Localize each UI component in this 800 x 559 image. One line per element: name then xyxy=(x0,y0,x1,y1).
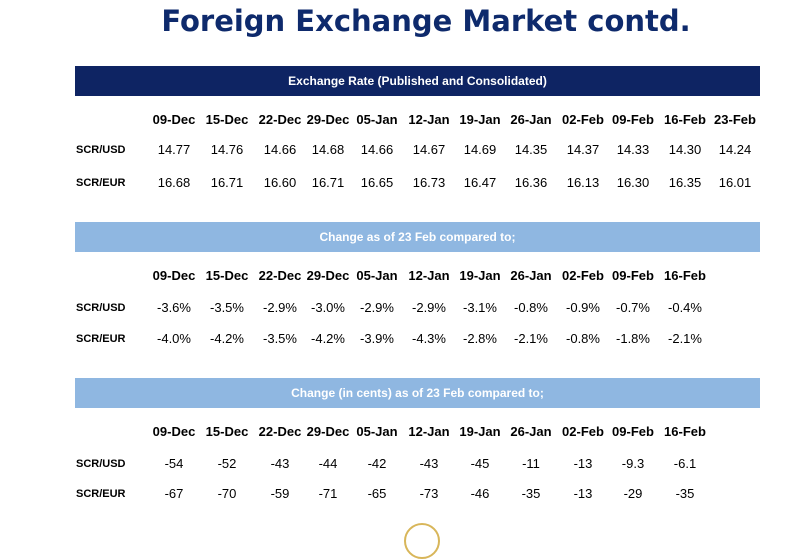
column-header: 26-Jan xyxy=(510,424,552,439)
table-row xyxy=(0,454,800,474)
table-cell: -3.5% xyxy=(263,331,297,346)
table-cell: -2.9% xyxy=(360,300,394,315)
section-3-heading: Change (in cents) as of 23 Feb compared to; xyxy=(75,378,760,408)
table-cell: -67 xyxy=(164,486,184,501)
table-cell: 14.66 xyxy=(263,142,297,157)
table-cell: 14.69 xyxy=(463,142,497,157)
logo-icon xyxy=(404,523,440,559)
row-label: SCR/EUR xyxy=(76,488,126,500)
table-row xyxy=(0,329,800,349)
table-cell: -54 xyxy=(164,456,184,471)
table-cell: -29 xyxy=(623,486,643,501)
column-header: 22-Dec xyxy=(258,112,302,127)
column-header: 05-Jan xyxy=(356,112,398,127)
table-cell: -4.2% xyxy=(210,331,244,346)
table-cell: 14.66 xyxy=(360,142,394,157)
table-row xyxy=(0,484,800,504)
table-cell: 16.30 xyxy=(616,175,650,190)
column-header: 09-Dec xyxy=(152,268,196,283)
table-cell: -71 xyxy=(318,486,338,501)
table-cell: 14.33 xyxy=(616,142,650,157)
table-cell: 16.35 xyxy=(668,175,702,190)
column-header: 02-Feb xyxy=(562,112,604,127)
table-cell: 16.01 xyxy=(718,175,752,190)
table-cell: -0.7% xyxy=(616,300,650,315)
table-cell: 16.68 xyxy=(157,175,191,190)
table-cell: -2.9% xyxy=(263,300,297,315)
column-header: 19-Jan xyxy=(459,424,501,439)
table-cell: -65 xyxy=(367,486,387,501)
table-row xyxy=(0,140,800,160)
table-cell: -43 xyxy=(270,456,290,471)
column-header: 15-Dec xyxy=(205,268,249,283)
column-header: 09-Feb xyxy=(612,424,654,439)
column-header: 12-Jan xyxy=(408,424,450,439)
page-title: Foreign Exchange Market contd. xyxy=(161,4,691,38)
table-cell: -0.9% xyxy=(566,300,600,315)
column-header: 05-Jan xyxy=(356,268,398,283)
column-header: 16-Feb xyxy=(664,112,706,127)
column-header: 16-Feb xyxy=(664,268,706,283)
table-cell: -0.8% xyxy=(514,300,548,315)
table-cell: -3.1% xyxy=(463,300,497,315)
column-header: 23-Feb xyxy=(714,112,756,127)
table-cell: 14.77 xyxy=(157,142,191,157)
table-cell: 14.68 xyxy=(311,142,345,157)
table-cell: -46 xyxy=(470,486,490,501)
column-header: 29-Dec xyxy=(306,112,350,127)
table-cell: -0.8% xyxy=(566,331,600,346)
table-cell: -70 xyxy=(217,486,237,501)
column-header: 16-Feb xyxy=(664,424,706,439)
table-cell: 14.30 xyxy=(668,142,702,157)
column-header: 09-Feb xyxy=(612,268,654,283)
table-row xyxy=(0,173,800,193)
table-header-row xyxy=(0,110,800,130)
table-cell: -9.3 xyxy=(621,456,645,471)
table-cell: 14.37 xyxy=(566,142,600,157)
section-2-heading: Change as of 23 Feb compared to; xyxy=(75,222,760,252)
table-cell: 16.65 xyxy=(360,175,394,190)
row-label: SCR/USD xyxy=(76,144,126,156)
table-cell: -2.8% xyxy=(463,331,497,346)
column-header: 02-Feb xyxy=(562,268,604,283)
table-cell: -59 xyxy=(270,486,290,501)
column-header: 02-Feb xyxy=(562,424,604,439)
column-header: 12-Jan xyxy=(408,112,450,127)
table-cell: -3.0% xyxy=(311,300,345,315)
table-cell: 16.60 xyxy=(263,175,297,190)
table-cell: 16.71 xyxy=(311,175,345,190)
table-cell: -3.5% xyxy=(210,300,244,315)
table-cell: -44 xyxy=(318,456,338,471)
table-cell: -3.6% xyxy=(157,300,191,315)
table-cell: -1.8% xyxy=(616,331,650,346)
table-cell: -6.1 xyxy=(673,456,697,471)
table-cell: -4.0% xyxy=(157,331,191,346)
table-cell: 14.24 xyxy=(718,142,752,157)
column-header: 15-Dec xyxy=(205,112,249,127)
table-cell: -2.1% xyxy=(514,331,548,346)
table-cell: 14.67 xyxy=(412,142,446,157)
column-header: 22-Dec xyxy=(258,268,302,283)
table-header-row xyxy=(0,422,800,442)
table-cell: -52 xyxy=(217,456,237,471)
column-header: 26-Jan xyxy=(510,112,552,127)
table-cell: -0.4% xyxy=(668,300,702,315)
row-label: SCR/USD xyxy=(76,302,126,314)
table-cell: -35 xyxy=(521,486,541,501)
section-1-heading: Exchange Rate (Published and Consolidated) xyxy=(75,66,760,96)
table-cell: -2.1% xyxy=(668,331,702,346)
column-header: 19-Jan xyxy=(459,112,501,127)
row-label: SCR/USD xyxy=(76,458,126,470)
table-cell: -35 xyxy=(675,486,695,501)
column-header: 09-Dec xyxy=(152,112,196,127)
table-cell: -4.2% xyxy=(311,331,345,346)
column-header: 05-Jan xyxy=(356,424,398,439)
column-header: 22-Dec xyxy=(258,424,302,439)
column-header: 19-Jan xyxy=(459,268,501,283)
table-cell: -13 xyxy=(573,486,593,501)
table-cell: -45 xyxy=(470,456,490,471)
table-cell: -4.3% xyxy=(412,331,446,346)
table-cell: -11 xyxy=(522,456,540,471)
table-cell: -2.9% xyxy=(412,300,446,315)
row-label: SCR/EUR xyxy=(76,177,126,189)
table-cell: 16.73 xyxy=(412,175,446,190)
table-cell: 16.47 xyxy=(463,175,497,190)
column-header: 29-Dec xyxy=(306,424,350,439)
table-cell: 16.13 xyxy=(566,175,600,190)
column-header: 12-Jan xyxy=(408,268,450,283)
table-cell: -42 xyxy=(367,456,387,471)
row-label: SCR/EUR xyxy=(76,333,126,345)
column-header: 29-Dec xyxy=(306,268,350,283)
table-cell: -3.9% xyxy=(360,331,394,346)
column-header: 09-Dec xyxy=(152,424,196,439)
column-header: 26-Jan xyxy=(510,268,552,283)
table-cell: 16.36 xyxy=(514,175,548,190)
table-row xyxy=(0,298,800,318)
table-cell: 14.76 xyxy=(210,142,244,157)
table-cell: 16.71 xyxy=(210,175,244,190)
table-cell: -73 xyxy=(419,486,439,501)
table-cell: -13 xyxy=(573,456,593,471)
table-header-row xyxy=(0,266,800,286)
column-header: 09-Feb xyxy=(612,112,654,127)
table-cell: 14.35 xyxy=(514,142,548,157)
column-header: 15-Dec xyxy=(205,424,249,439)
table-cell: -43 xyxy=(419,456,439,471)
